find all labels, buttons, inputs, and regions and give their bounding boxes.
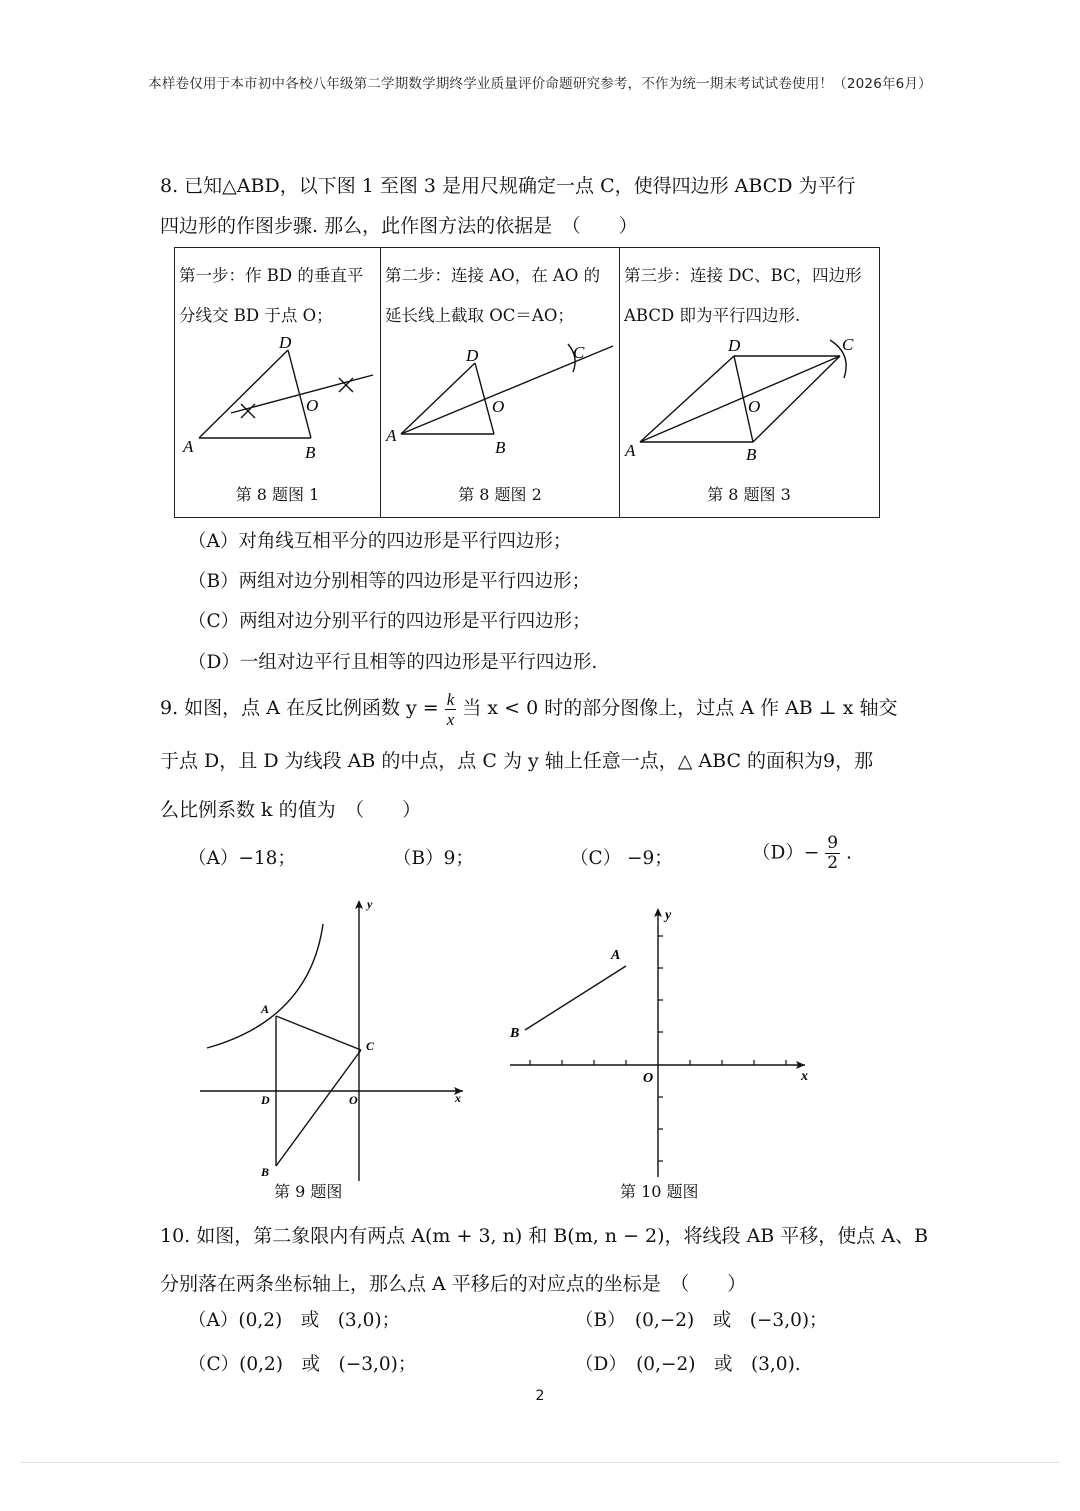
q9-option-d-suffix: . [845, 842, 852, 864]
q10-option-c: （C）(0,2) 或 (−3,0)； [188, 1354, 417, 1375]
q9-fig-label-y: y [367, 897, 373, 911]
q8-step1-cell [175, 248, 380, 517]
q8-steps-table [174, 247, 880, 518]
q9-fig-label-a: A [261, 1002, 270, 1016]
q8-step3-cell [619, 248, 878, 517]
q8-option-a: （A）对角线互相平分的四边形是平行四边形； [188, 531, 572, 552]
q10-fig-label-a: A [611, 948, 621, 963]
q8-f2-label-o: O [492, 397, 505, 416]
q10-stem-line1: 10. 如图，第二象限内有两点 A(m + 3, n) 和 B(m, n − 2)，将线段 AB 平移，使点 A、B [160, 1225, 929, 1247]
q10-option-b: （B） (0,−2) 或 (−3,0)； [575, 1310, 828, 1331]
q9-option-d-prefix: （D）− [752, 842, 820, 864]
q9-figure [195, 896, 475, 1186]
q9-option-c: （C） −9； [570, 848, 673, 869]
q10-fig-label-y: y [665, 908, 672, 923]
q9-figure-caption: 第 9 题图 [274, 1182, 343, 1201]
q9-fig-label-d: D [261, 1093, 270, 1107]
q10-figure [505, 902, 825, 1182]
page-number: 2 [535, 1388, 545, 1404]
q8-f2-label-d: D [466, 346, 479, 365]
q9-fraction-k-over-x [445, 690, 457, 729]
q8-f3-label-d: D [728, 336, 741, 355]
q8-stem-line2: 四边形的作图步骤. 那么，此作图方法的依据是 （ ） [160, 215, 638, 237]
q8-step1-line1: 第一步：作 BD 的垂直平 [179, 266, 364, 285]
q8-figure-1 [175, 328, 380, 468]
q8-step2-line2: 延长线上截取 OC＝AO； [385, 306, 574, 325]
q9-option-d [752, 834, 852, 873]
q8-f2-label-a: A [386, 426, 397, 445]
q8-f1-label-d: D [279, 333, 292, 352]
q8-figure-3 [620, 328, 879, 468]
q10-option-d: （D） (0,−2) 或 (3,0). [575, 1354, 801, 1375]
q9-fraction-denominator: x [446, 709, 455, 729]
q8-f1-label-a: A [183, 437, 194, 456]
q10-fig-label-o: O [643, 1071, 654, 1086]
q8-f3-label-o: O [748, 397, 761, 416]
q8-step1-line2: 分线交 BD 于点 O； [179, 306, 333, 325]
q9-fig-label-x: x [455, 1091, 461, 1105]
q9-option-d-numerator: 9 [827, 833, 839, 853]
q8-f1-label-b: B [305, 443, 316, 462]
q10-stem-line2: 分别落在两条坐标轴上，那么点 A 平移后的对应点的坐标是 （ ） [160, 1273, 747, 1295]
q9-stem-line1-post: 当 x < 0 时的部分图像上，过点 A 作 AB ⊥ x 轴交 [462, 697, 898, 719]
q9-fig-label-o: O [349, 1093, 358, 1107]
q9-stem-line1-pre: 9. 如图，点 A 在反比例函数 y = [160, 697, 439, 719]
q10-option-a: （A）(0,2) 或 (3,0)； [188, 1310, 401, 1331]
q9-stem-line1 [160, 686, 897, 730]
q9-option-d-denominator: 2 [827, 853, 839, 873]
q8-step3-line1: 第三步：连接 DC、BC，四边形 [624, 266, 862, 285]
q8-f3-label-c: C [842, 335, 854, 354]
q8-f2-label-b: B [495, 438, 506, 457]
q8-option-b: （B）两组对边分别相等的四边形是平行四边形； [188, 571, 591, 592]
q10-fig-label-x: x [801, 1069, 808, 1084]
q8-step3-line2: ABCD 即为平行四边形. [624, 306, 801, 325]
q8-option-c: （C）两组对边分别平行的四边形是平行四边形； [188, 611, 591, 632]
q9-stem-line2: 于点 D，且 D 为线段 AB 的中点，点 C 为 y 轴上任意一点，△ ABC 的面积为9，那 [160, 750, 874, 772]
q8-f3-label-a: A [625, 441, 636, 460]
q8-f1-label-o: O [306, 396, 319, 415]
q8-step2-cell [380, 248, 619, 517]
q9-fig-label-b: B [261, 1165, 270, 1179]
q8-option-d: （D）一组对边平行且相等的四边形是平行四边形. [188, 652, 598, 673]
q8-figure1-caption: 第 8 题图 1 [235, 485, 320, 504]
q8-step2-line1: 第二步：连接 AO，在 AO 的 [385, 266, 601, 285]
q9-option-d-fraction [825, 834, 840, 873]
q9-option-b: （B）9； [393, 848, 474, 869]
q8-figure2-caption: 第 8 题图 2 [458, 485, 542, 504]
q9-fraction-numerator: k [446, 689, 455, 709]
q8-f2-label-c: C [573, 343, 585, 362]
q10-fig-label-b: B [510, 1026, 520, 1041]
q8-stem-line1: 8. 已知△ABD，以下图 1 至图 3 是用尺规确定一点 C，使得四边形 ABCD 为平行 [160, 175, 856, 197]
q8-figure3-caption: 第 8 题图 3 [707, 485, 791, 504]
bottom-divider [20, 1462, 1060, 1463]
q8-figure-2 [381, 328, 620, 468]
q9-option-a: （A）−18； [188, 848, 296, 869]
q10-figure-caption: 第 10 题图 [620, 1182, 699, 1201]
q8-f3-label-b: B [746, 445, 757, 464]
q9-stem-line3: 么比例系数 k 的值为 （ ） [160, 799, 422, 821]
page-header-notice: 本样卷仅用于本市初中各校八年级第二学期数学期终学业质量评价命题研究参考，不作为统一期末考试试卷使用！（2026年6月） [148, 76, 932, 92]
q9-fig-label-c: C [366, 1039, 375, 1053]
